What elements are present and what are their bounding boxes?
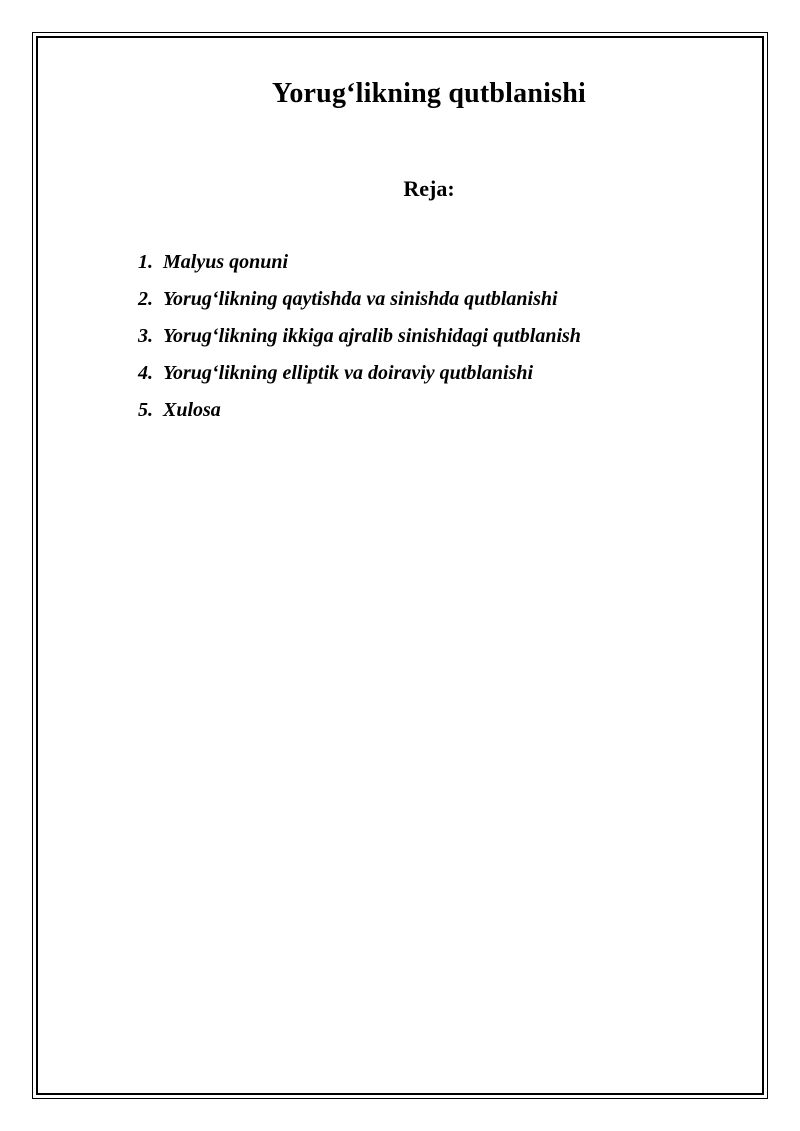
plan-item <box>138 398 581 422</box>
plan-item <box>138 287 581 311</box>
plan-item-text: Yorug‘likning ikkiga ajralib sinishidagi qutblanish <box>163 325 581 347</box>
plan-item <box>138 361 581 385</box>
plan-item-text: Yorug‘likning elliptik va doiraviy qutblanishi <box>163 362 534 384</box>
plan-item-text: Yorug‘likning qaytishda va sinishda qutblanishi <box>163 288 558 310</box>
plan-item-text: Xulosa <box>163 399 221 421</box>
plan-item-number: 4. <box>138 362 153 384</box>
plan-item <box>138 250 581 274</box>
plan-item-number: 1. <box>138 251 153 273</box>
plan-item-number: 5. <box>138 399 153 421</box>
plan-item <box>138 324 581 348</box>
document-title: Yorug‘likning qutblanishi <box>272 78 586 109</box>
plan-item-number: 3. <box>138 325 153 347</box>
plan-heading: Reja: <box>403 176 455 201</box>
plan-item-text: Malyus qonuni <box>163 251 289 273</box>
plan-item-number: 2. <box>138 288 153 310</box>
plan-list <box>138 250 581 435</box>
